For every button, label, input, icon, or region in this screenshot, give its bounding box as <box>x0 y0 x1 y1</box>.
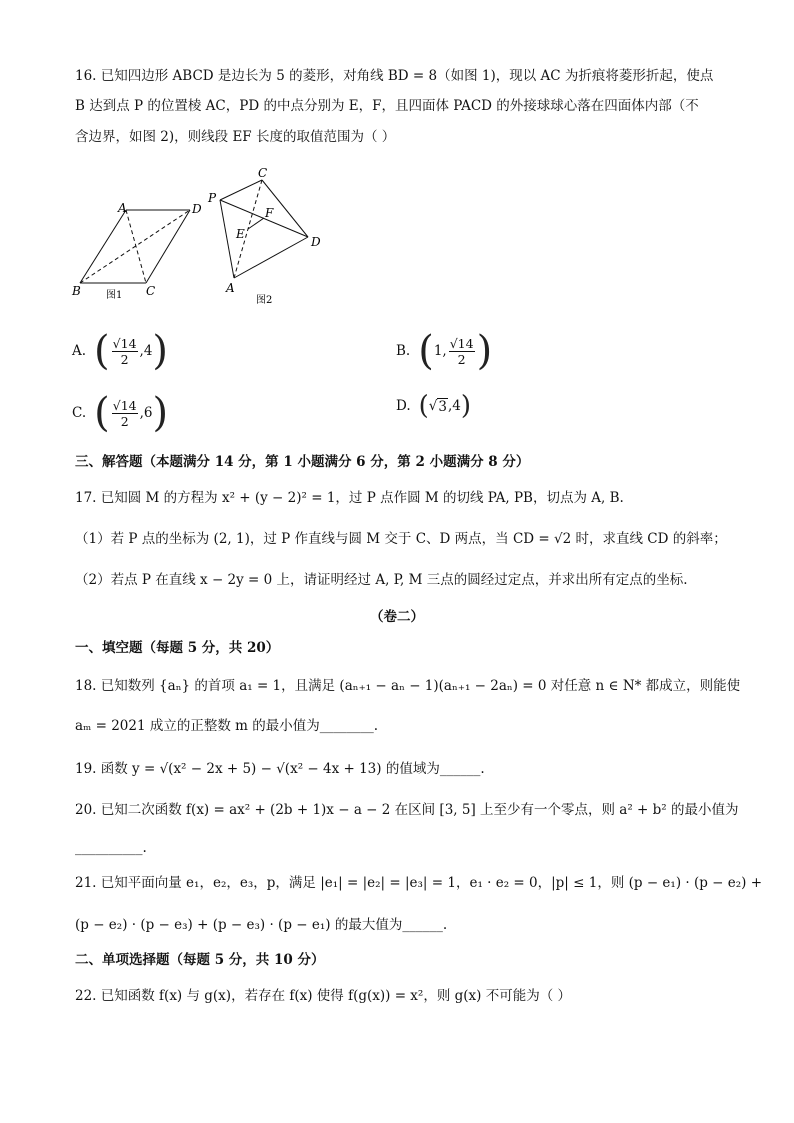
option-d-right-paren: ) <box>460 391 472 421</box>
fig2-label-A: A <box>226 281 235 295</box>
q21-line1: 21. 已知平面向量 e₁，e₂，e₃，p，满足 |e₁| = |e₂| = |e₃| = 1，e₁ · e₂ = 0，|p| ≤ 1，则 (p − e₁) · (p − e₂) + <box>75 875 763 891</box>
fig2-label-D: D <box>311 235 321 249</box>
option-c[interactable] <box>72 390 169 436</box>
option-c-left-paren: ( <box>94 390 110 436</box>
option-a-numerator: √14 <box>112 335 137 351</box>
option-b-fraction <box>449 336 475 367</box>
option-d-left-paren: ( <box>418 391 429 421</box>
option-c-fraction <box>112 398 138 429</box>
section-2-heading: 二、单项选择题（每题 5 分，共 10 分） <box>75 952 325 968</box>
option-b-right-paren: ) <box>476 328 493 374</box>
option-d-radicand: 3 <box>438 398 447 415</box>
fig2-caption: 图2 <box>256 295 273 306</box>
option-b[interactable] <box>396 328 493 374</box>
fig2-label-P: P <box>208 191 217 205</box>
option-a-letter: A. <box>72 343 87 359</box>
option-b-letter: B. <box>396 343 411 359</box>
option-a-fraction <box>112 336 138 367</box>
q22-line: 22. 已知函数 f(x) 与 g(x)，若存在 f(x) 使得 f(g(x)) = x²，则 g(x) 不可能为（ ） <box>75 988 571 1004</box>
option-a-left-paren: ( <box>94 328 110 374</box>
option-d[interactable] <box>396 393 471 419</box>
q21-line2: (p − e₂) · (p − e₃) + (p − e₃) · (p − e₁) 的最大值为______. <box>75 917 448 933</box>
section-3-heading: 三、解答题（本题满分 14 分，第 1 小题满分 6 分，第 2 小题满分 8 分） <box>75 454 530 470</box>
option-c-denominator: 2 <box>120 413 129 429</box>
volume-2-heading: （卷二） <box>370 609 424 625</box>
option-c-numerator: √14 <box>112 397 137 413</box>
q16-line3: 含边界，如图 2)，则线段 EF 长度的取值范围为（ ） <box>75 129 396 145</box>
q18-line1: 18. 已知数列 {aₙ} 的首项 a₁ = 1，且满足 (aₙ₊₁ − aₙ − 1)(aₙ₊₁ − 2aₙ) = 0 对任意 n ∈ N* 都成立，则能使 <box>75 678 741 694</box>
q20-line1: 20. 已知二次函数 f(x) = ax² + (2b + 1)x − a − 2 在区间 [3, 5] 上至少有一个零点，则 a² + b² 的最小值为 <box>75 802 739 818</box>
figure-2-tetrahedron <box>200 165 330 310</box>
option-c-tail: ,6 <box>139 405 153 421</box>
q18-line2: aₘ = 2021 成立的正整数 m 的最小值为________. <box>75 718 379 734</box>
fig1-label-D: D <box>192 202 202 216</box>
option-b-numerator: √14 <box>449 335 474 351</box>
option-a-right-paren: ) <box>152 328 169 374</box>
q16-line2: B 达到点 P 的位置棱 AC，PD 的中点分别为 E，F，且四面体 PACD 的外接球球心落在四面体内部（不 <box>75 98 699 114</box>
option-b-left-paren: ( <box>418 328 434 374</box>
fig1-label-C: C <box>146 284 156 298</box>
q17-line1: 17. 已知圆 M 的方程为 x² + (y − 2)² = 1，过 P 点作圆 M 的切线 PA, PB，切点为 A, B. <box>75 490 624 506</box>
option-d-tail: ,4 <box>448 398 461 414</box>
option-a-denominator: 2 <box>120 351 129 367</box>
fig1-caption: 图1 <box>106 290 123 301</box>
q20-line2: __________. <box>75 840 147 856</box>
option-c-letter: C. <box>72 405 87 421</box>
fig1-label-A: A <box>118 201 127 215</box>
option-a-tail: ,4 <box>139 343 153 359</box>
q17-line3: （2）若点 P 在直线 x − 2y = 0 上，请证明经过 A, P, M 三点的圆经过定点，并求出所有定点的坐标. <box>75 572 688 588</box>
option-b-denominator: 2 <box>457 351 466 367</box>
fig1-label-B: B <box>72 284 81 298</box>
q16-line1: 16. 已知四边形 ABCD 是边长为 5 的菱形，对角线 BD = 8（如图 1)，现以 AC 为折痕将菱形折起，使点 <box>75 68 714 84</box>
sqrt-sign-icon: √ <box>428 398 438 414</box>
fig2-label-C: C <box>258 166 268 180</box>
fig2-label-F: F <box>265 206 274 220</box>
q19-line: 19. 函数 y = √(x² − 2x + 5) − √(x² − 4x + 13) 的值域为______. <box>75 761 485 777</box>
option-c-right-paren: ) <box>152 390 169 436</box>
option-a[interactable] <box>72 328 169 374</box>
section-1-heading: 一、填空题（每题 5 分，共 20） <box>75 640 280 656</box>
option-b-prefix: 1, <box>433 343 447 359</box>
q17-line2: （1）若 P 点的坐标为 (2, 1)，过 P 作直线与圆 M 交于 C、D 两点，当 CD = √2 时，求直线 CD 的斜率； <box>75 531 727 547</box>
fig2-label-E: E <box>236 227 245 241</box>
option-d-letter: D. <box>396 398 411 414</box>
figure-1-rhombus <box>70 195 220 310</box>
